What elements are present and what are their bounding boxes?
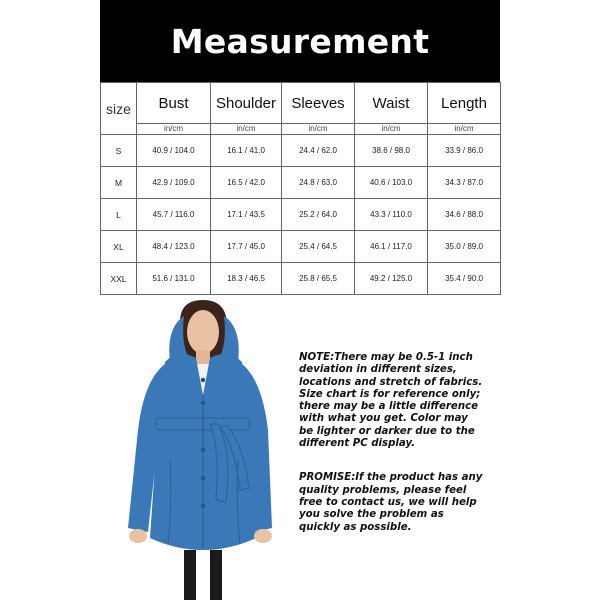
table-cell: 48.4 / 123.0	[137, 231, 211, 263]
notes-block	[299, 352, 484, 534]
banner-title: Measurement	[170, 21, 430, 61]
table-row	[101, 167, 501, 199]
size-label: M	[101, 167, 137, 199]
table-cell: 16.1 / 41.0	[211, 135, 282, 167]
table-cell: 25.8 / 65.5	[282, 263, 355, 295]
table-cell: 40.9 / 104.0	[137, 135, 211, 167]
table-row	[101, 199, 501, 231]
table-cell: 34.3 / 87.0	[428, 167, 501, 199]
table-cell: 16.5 / 42.0	[211, 167, 282, 199]
promise-text: PROMISE:If the product has any quality problems, please feel free to contact us, we will help you solve the problem as quickly as possible.	[299, 472, 483, 533]
model-photo	[110, 300, 290, 600]
table-cell: 38.6 / 98.0	[355, 135, 428, 167]
unit-label: in/cm	[137, 124, 211, 135]
column-header-bust: Bust	[137, 83, 211, 124]
size-chart-table	[100, 82, 501, 295]
table-header-row	[101, 83, 501, 124]
size-column-header: size	[101, 83, 137, 135]
table-row	[101, 231, 501, 263]
size-label: XXL	[101, 263, 137, 295]
table-cell: 17.7 / 45.0	[211, 231, 282, 263]
unit-label: in/cm	[211, 124, 282, 135]
table-cell: 24.4 / 62.0	[282, 135, 355, 167]
table-cell: 49.2 / 125.0	[355, 263, 428, 295]
column-header-length: Length	[428, 83, 501, 124]
table-cell: 25.2 / 64.0	[282, 199, 355, 231]
table-cell: 43.3 / 110.0	[355, 199, 428, 231]
table-cell: 40.6 / 103.0	[355, 167, 428, 199]
measurement-banner	[100, 0, 500, 82]
table-cell: 35.0 / 89.0	[428, 231, 501, 263]
table-cell: 51.6 / 131.0	[137, 263, 211, 295]
table-cell: 46.1 / 117.0	[355, 231, 428, 263]
table-row	[101, 135, 501, 167]
note-text: NOTE:There may be 0.5-1 inch deviation in different sizes, locations and stretch of fabrics. Size chart is for reference only; there may be a little difference with what you get. Color may be lighter or darker due to the different PC display.	[299, 352, 483, 450]
column-header-sleeves: Sleeves	[282, 83, 355, 124]
table-cell: 45.7 / 116.0	[137, 199, 211, 231]
table-cell: 34.6 / 88.0	[428, 199, 501, 231]
unit-label: in/cm	[355, 124, 428, 135]
size-label: S	[101, 135, 137, 167]
table-row	[101, 263, 501, 295]
table-cell: 33.9 / 86.0	[428, 135, 501, 167]
unit-row	[101, 124, 501, 135]
size-label: XL	[101, 231, 137, 263]
table-cell: 18.3 / 46.5	[211, 263, 282, 295]
unit-label: in/cm	[428, 124, 501, 135]
size-label: L	[101, 199, 137, 231]
table-cell: 24.8 / 63.0	[282, 167, 355, 199]
table-cell: 35.4 / 90.0	[428, 263, 501, 295]
unit-label: in/cm	[282, 124, 355, 135]
column-header-shoulder: Shoulder	[211, 83, 282, 124]
column-header-waist: Waist	[355, 83, 428, 124]
table-cell: 17.1 / 43.5	[211, 199, 282, 231]
table-cell: 42.9 / 109.0	[137, 167, 211, 199]
model-illustration	[110, 300, 290, 600]
table-cell: 25.4 / 64.5	[282, 231, 355, 263]
